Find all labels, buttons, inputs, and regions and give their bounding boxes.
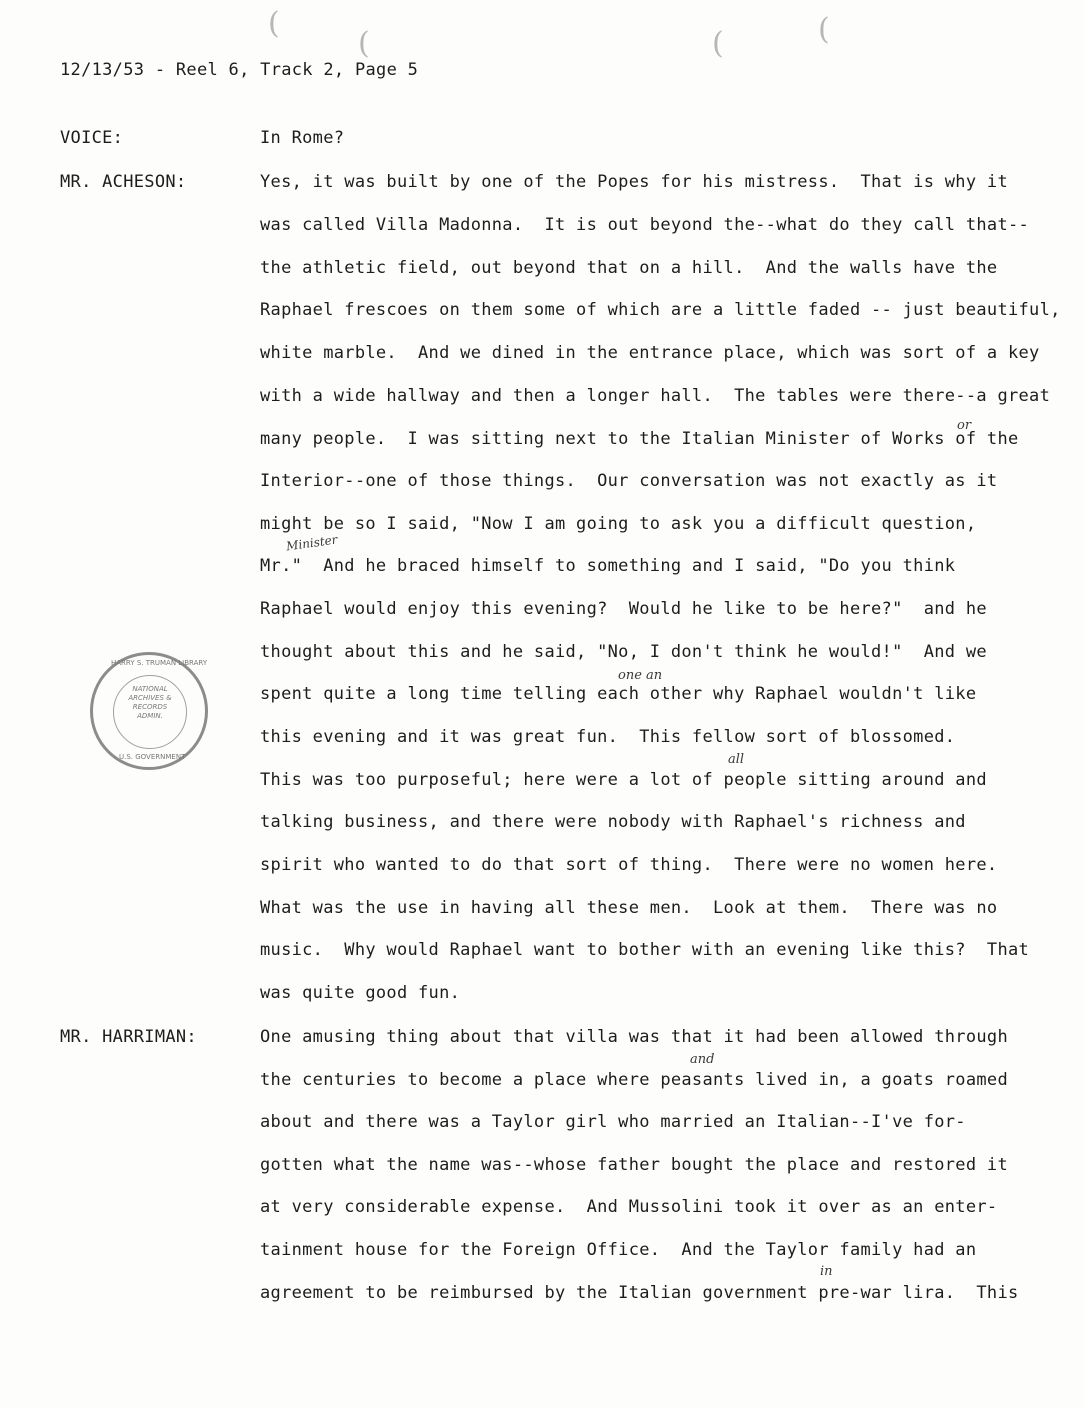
transcript-line: the centuries to become a place where peasants lived in, a goats roamed <box>260 1070 1008 1090</box>
margin-mark: ( <box>818 12 830 47</box>
margin-mark: ( <box>712 26 724 61</box>
handwritten-annotation: one an <box>618 668 663 683</box>
transcript-line: was quite good fun. <box>260 983 461 1003</box>
transcript-line: was called Villa Madonna. It is out beyond the--what do they call that-- <box>260 215 1030 235</box>
page-header: 12/13/53 - Reel 6, Track 2, Page 5 <box>60 60 419 80</box>
transcript-line: might be so I said, "Now I am going to ask you a difficult question, <box>260 514 977 534</box>
stamp-ring-text: U.S. GOVERNMENT <box>119 753 186 761</box>
speaker-label: MR. HARRIMAN: <box>60 1027 197 1047</box>
transcript-line: with a wide hallway and then a longer hall. The tables were there--a great <box>260 386 1051 406</box>
transcript-line: What was the use in having all these men. Look at them. There was no <box>260 898 998 918</box>
transcript-line: One amusing thing about that villa was that it had been allowed through <box>260 1027 1008 1047</box>
transcript-line: In Rome? <box>260 128 345 148</box>
handwritten-annotation: in <box>820 1264 833 1279</box>
stamp-center-text: NATIONAL ARCHIVES & RECORDS ADMIN. <box>128 685 172 720</box>
handwritten-annotation: Minister <box>285 532 339 554</box>
transcript-line: Raphael would enjoy this evening? Would he like to be here?" and he <box>260 599 987 619</box>
handwritten-annotation: all <box>728 752 745 767</box>
transcript-line: spirit who wanted to do that sort of thing. There were no women here. <box>260 855 998 875</box>
transcript-line: about and there was a Taylor girl who married an Italian--I've for- <box>260 1112 966 1132</box>
transcript-line: Interior--one of those things. Our conversation was not exactly as it <box>260 471 998 491</box>
handwritten-annotation: or <box>957 418 972 433</box>
transcript-line: white marble. And we dined in the entrance place, which was sort of a key <box>260 343 1040 363</box>
handwritten-annotation: and <box>690 1052 715 1067</box>
transcript-line: talking business, and there were nobody with Raphael's richness and <box>260 812 966 832</box>
speaker-label: VOICE: <box>60 128 124 148</box>
transcript-line: tainment house for the Foreign Office. And the Taylor family had an <box>260 1240 977 1260</box>
stamp-ring-text: HARRY S. TRUMAN LIBRARY <box>111 659 208 667</box>
speaker-label: MR. ACHESON: <box>60 172 187 192</box>
transcript-line: music. Why would Raphael want to bother with an evening like this? That <box>260 940 1030 960</box>
margin-mark: ( <box>268 6 280 41</box>
transcript-line: many people. I was sitting next to the Italian Minister of Works of the <box>260 429 1019 449</box>
transcript-line: Raphael frescoes on them some of which are a little faded -- just beautiful, <box>260 300 1061 320</box>
transcript-line: thought about this and he said, "No, I don't think he would!" And we <box>260 642 987 662</box>
margin-mark: ( <box>358 26 370 61</box>
archive-stamp <box>90 652 208 770</box>
transcript-line: spent quite a long time telling each other why Raphael wouldn't like <box>260 684 977 704</box>
transcript-line: gotten what the name was--whose father bought the place and restored it <box>260 1155 1008 1175</box>
transcript-line: the athletic field, out beyond that on a hill. And the walls have the <box>260 258 998 278</box>
transcript-line: agreement to be reimbursed by the Italian government pre-war lira. This <box>260 1283 1019 1303</box>
transcript-line: at very considerable expense. And Mussolini took it over as an enter- <box>260 1197 998 1217</box>
transcript-line: This was too purposeful; here were a lot of people sitting around and <box>260 770 987 790</box>
transcript-line: this evening and it was great fun. This fellow sort of blossomed. <box>260 727 956 747</box>
transcript-line: Yes, it was built by one of the Popes for his mistress. That is why it <box>260 172 1008 192</box>
transcript-line: Mr." And he braced himself to something and I said, "Do you think <box>260 556 956 576</box>
